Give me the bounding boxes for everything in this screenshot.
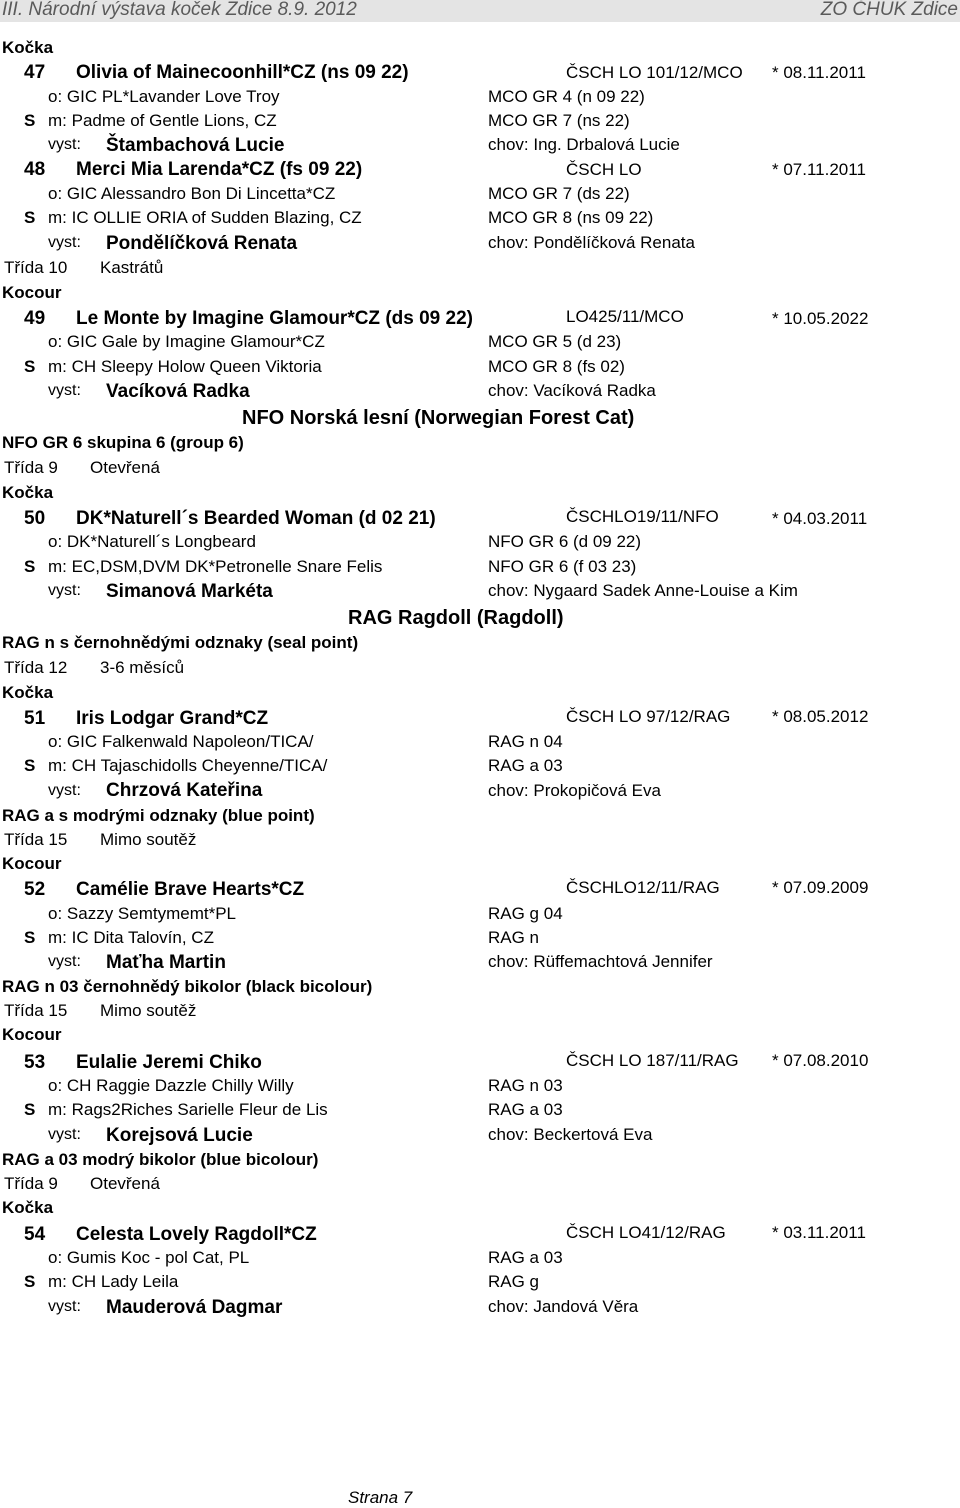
- father-breed: RAG n 03: [488, 1076, 563, 1095]
- breed-heading: RAG Ragdoll (Ragdoll): [348, 607, 564, 629]
- mother-breed: MCO GR 8 (ns 09 22): [488, 208, 654, 227]
- cat-name: DK*Naturell´s Bearded Woman (d 02 21): [76, 508, 436, 529]
- sex-mark: S: [24, 557, 36, 576]
- exhibitor: Vacíková Radka: [106, 381, 250, 402]
- father-breed: MCO GR 4 (n 09 22): [488, 87, 645, 106]
- exhibitor-label: vyst:: [48, 582, 81, 599]
- class-name: Mimo soutěž: [100, 1001, 197, 1020]
- birth-date: * 08.05.2012: [772, 707, 869, 726]
- sex-mark: S: [24, 357, 36, 376]
- breeder: chov: Ing. Drbalová Lucie: [488, 135, 680, 154]
- father: o: GIC Alessandro Bon Di Lincetta*CZ: [48, 184, 336, 203]
- father-breed: RAG n 04: [488, 732, 563, 751]
- mother: m: IC Dita Talovín, CZ: [48, 928, 214, 947]
- mother: m: Padme of Gentle Lions, CZ: [48, 111, 277, 130]
- father-breed: MCO GR 5 (d 23): [488, 332, 622, 351]
- sex-mark: S: [24, 756, 36, 775]
- breeder: chov: Prokopičová Eva: [488, 781, 661, 800]
- page-number: Strana 7: [348, 1488, 413, 1507]
- registration: ČSCH LO 187/11/RAG: [566, 1051, 739, 1070]
- class-name: Kastrátů: [100, 258, 164, 277]
- class-heading: Třída 9: [4, 1174, 58, 1193]
- birth-date: * 04.03.2011: [772, 509, 868, 528]
- father: o: Sazzy Semtymemt*PL: [48, 904, 237, 923]
- father-breed: RAG g 04: [488, 904, 563, 923]
- class-name: Otevřená: [90, 1174, 160, 1193]
- exhibitor: Maťha Martin: [106, 952, 226, 973]
- sex-mark: S: [24, 1272, 36, 1291]
- class-name: Mimo soutěž: [100, 830, 197, 849]
- cat-name: Celesta Lovely Ragdoll*CZ: [76, 1224, 317, 1245]
- father: o: GIC Falkenwald Napoleon/TICA/: [48, 732, 314, 751]
- birth-date: * 08.11.2011: [772, 63, 866, 82]
- group-heading: RAG a 03 modrý bikolor (blue bicolour): [2, 1150, 319, 1169]
- entry-number: 48: [24, 159, 46, 180]
- father-breed: MCO GR 7 (ds 22): [488, 184, 630, 203]
- sex-heading: Kocour: [2, 1025, 62, 1044]
- breeder: chov: Rüffemachtová Jennifer: [488, 952, 713, 971]
- exhibitor-label: vyst:: [48, 953, 81, 970]
- mother-breed: RAG n: [488, 928, 540, 947]
- class-heading: Třída 9: [4, 458, 58, 477]
- exhibitor-label: vyst:: [48, 1126, 81, 1143]
- exhibitor-label: vyst:: [48, 382, 81, 399]
- cat-name: Eulalie Jeremi Chiko: [76, 1052, 262, 1073]
- cat-name: Iris Lodgar Grand*CZ: [76, 708, 269, 729]
- cat-name: Camélie Brave Hearts*CZ: [76, 879, 305, 900]
- exhibitor: Mauderová Dagmar: [106, 1297, 283, 1318]
- registration: ČSCH LO 101/12/MCO: [566, 63, 743, 82]
- registration: LO425/11/MCO: [566, 307, 684, 326]
- class-heading: Třída 15: [4, 1001, 68, 1020]
- breeder: chov: Jandová Věra: [488, 1297, 639, 1316]
- father-breed: NFO GR 6 (d 09 22): [488, 532, 642, 551]
- header-title: III. Národní výstava koček Zdice 8.9. 2012: [2, 0, 357, 20]
- breeder: chov: Pondělíčková Renata: [488, 233, 695, 252]
- mother: m: IC OLLIE ORIA of Sudden Blazing, CZ: [48, 208, 362, 227]
- class-heading: Třída 10: [4, 258, 68, 277]
- exhibitor-label: vyst:: [48, 136, 81, 153]
- registration: ČSCHLO19/11/NFO: [566, 507, 719, 526]
- sex-heading: Kočka: [2, 683, 54, 702]
- group-heading: NFO GR 6 skupina 6 (group 6): [2, 433, 244, 452]
- breeder: chov: Nygaard Sadek Anne-Louise a Kim: [488, 581, 798, 600]
- entry-number: 50: [24, 508, 46, 529]
- father: o: CH Raggie Dazzle Chilly Willy: [48, 1076, 294, 1095]
- registration: ČSCHLO12/11/RAG: [566, 878, 720, 897]
- exhibitor: Chrzová Kateřina: [106, 780, 263, 801]
- breeder: chov: Beckertová Eva: [488, 1125, 653, 1144]
- cat-name: Merci Mia Larenda*CZ (fs 09 22): [76, 159, 363, 180]
- exhibitor-label: vyst:: [48, 1298, 81, 1315]
- registration: ČSCH LO: [566, 160, 642, 179]
- birth-date: * 07.11.2011: [772, 160, 866, 179]
- entry-number: 49: [24, 308, 46, 329]
- mother-breed: RAG a 03: [488, 1100, 563, 1119]
- mother-breed: MCO GR 8 (fs 02): [488, 357, 625, 376]
- exhibitor: Štambachová Lucie: [106, 135, 285, 156]
- sex-heading: Kocour: [2, 283, 62, 302]
- entry-number: 47: [24, 62, 46, 83]
- birth-date: * 07.08.2010: [772, 1051, 869, 1070]
- birth-date: * 03.11.2011: [772, 1223, 866, 1242]
- mother-breed: NFO GR 6 (f 03 23): [488, 557, 637, 576]
- father: o: Gumis Koc - pol Cat, PL: [48, 1248, 250, 1267]
- mother-breed: RAG a 03: [488, 756, 563, 775]
- exhibitor: Korejsová Lucie: [106, 1125, 253, 1146]
- group-heading: RAG n 03 černohnědý bikolor (black bicolour): [2, 977, 373, 996]
- birth-date: * 07.09.2009: [772, 878, 869, 897]
- sex-mark: S: [24, 928, 36, 947]
- mother: m: CH Sleepy Holow Queen Viktoria: [48, 357, 322, 376]
- breeder: chov: Vacíková Radka: [488, 381, 656, 400]
- father: o: DK*Naturell´s Longbeard: [48, 532, 256, 551]
- father: o: GIC Gale by Imagine Glamour*CZ: [48, 332, 325, 351]
- breed-heading: NFO Norská lesní (Norwegian Forest Cat): [242, 407, 635, 429]
- mother-breed: RAG g: [488, 1272, 540, 1291]
- class-name: 3-6 měsíců: [100, 658, 185, 677]
- group-heading: RAG n s černohnědými odznaky (seal point): [2, 633, 359, 652]
- mother-breed: MCO GR 7 (ns 22): [488, 111, 630, 130]
- sex-heading: Kočka: [2, 38, 54, 57]
- mother: m: CH Tajaschidolls Cheyenne/TICA/: [48, 756, 328, 775]
- entry-number: 51: [24, 708, 46, 729]
- mother: m: CH Lady Leila: [48, 1272, 179, 1291]
- entry-number: 54: [24, 1224, 46, 1245]
- group-heading: RAG a s modrými odznaky (blue point): [2, 806, 315, 825]
- father: o: GIC PL*Lavander Love Troy: [48, 87, 280, 106]
- mother: m: EC,DSM,DVM DK*Petronelle Snare Felis: [48, 557, 383, 576]
- class-heading: Třída 12: [4, 658, 68, 677]
- entry-number: 52: [24, 879, 46, 900]
- exhibitor: Pondělíčková Renata: [106, 233, 298, 254]
- cat-name: Le Monte by Imagine Glamour*CZ (ds 09 22): [76, 308, 473, 329]
- sex-mark: S: [24, 208, 36, 227]
- cat-name: Olivia of Mainecoonhill*CZ (ns 09 22): [76, 62, 409, 83]
- birth-date: * 10.05.2022: [772, 309, 869, 328]
- page-header: [0, 0, 960, 22]
- class-heading: Třída 15: [4, 830, 68, 849]
- sex-heading: Kočka: [2, 1198, 54, 1217]
- class-name: Otevřená: [90, 458, 160, 477]
- exhibitor-label: vyst:: [48, 234, 81, 251]
- sex-heading: Kocour: [2, 854, 62, 873]
- exhibitor-label: vyst:: [48, 782, 81, 799]
- header-organizer: ZO ČHUK Zdice: [820, 0, 958, 20]
- entry-number: 53: [24, 1052, 46, 1073]
- registration: ČSCH LO41/12/RAG: [566, 1223, 726, 1242]
- exhibitor: Simanová Markéta: [106, 581, 273, 602]
- registration: ČSCH LO 97/12/RAG: [566, 707, 731, 726]
- mother: m: Rags2Riches Sarielle Fleur de Lis: [48, 1100, 328, 1119]
- sex-mark: S: [24, 1100, 36, 1119]
- sex-mark: S: [24, 111, 36, 130]
- father-breed: RAG a 03: [488, 1248, 563, 1267]
- sex-heading: Kočka: [2, 483, 54, 502]
